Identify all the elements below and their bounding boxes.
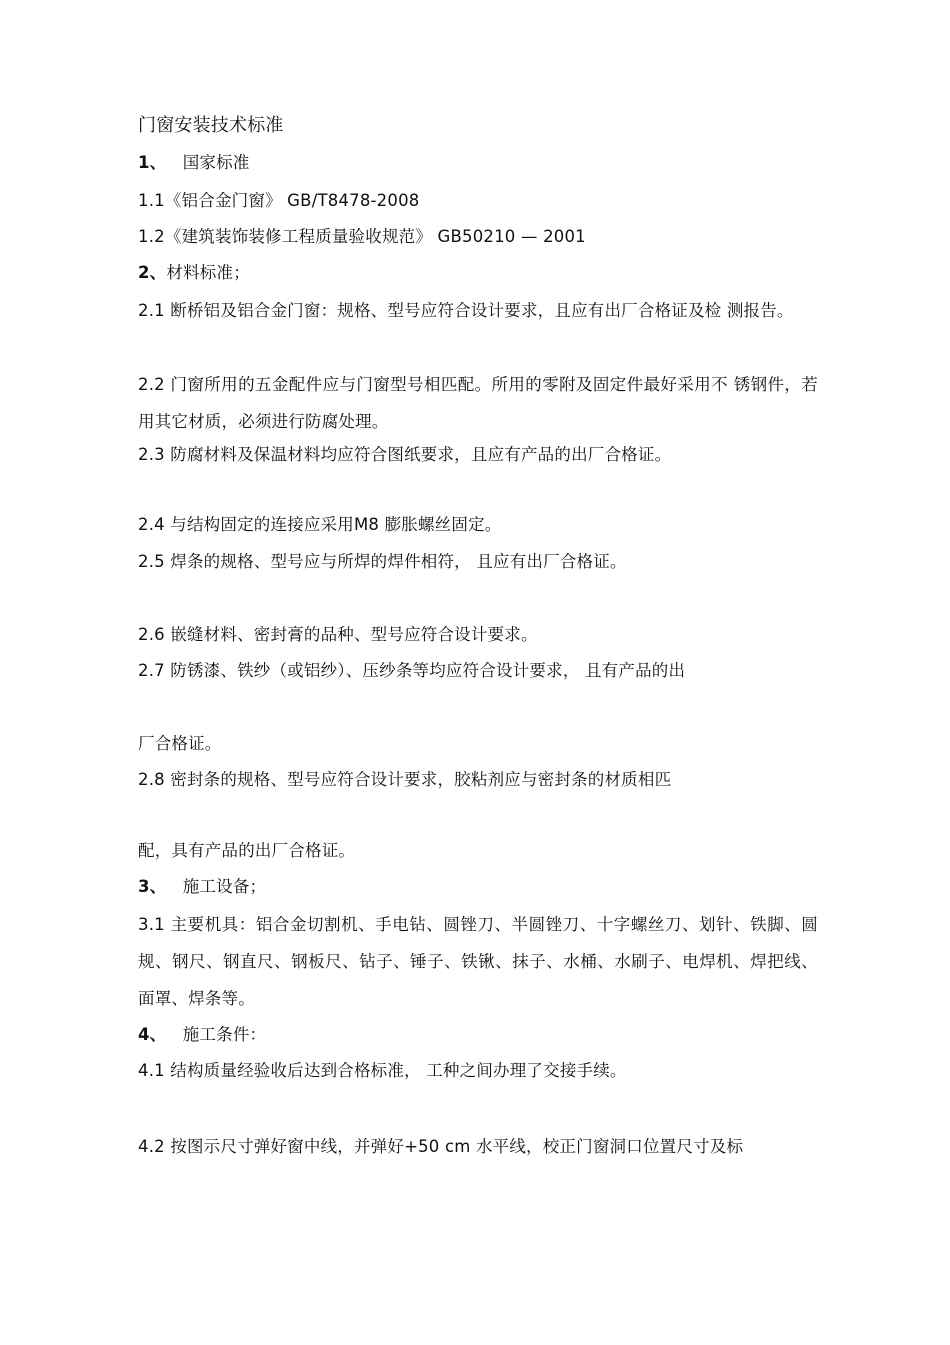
paragraph-2-5: 2.5 焊条的规格、型号应与所焊的焊件相符， 且应有出厂合格证。 — [138, 552, 627, 571]
document-title: 门窗安装技术标准 — [138, 115, 284, 136]
section-number: 4、 — [138, 1025, 167, 1044]
paragraph-4-1: 4.1 结构质量经验收后达到合格标准， 工种之间办理了交接手续。 — [138, 1061, 627, 1080]
paragraph-2-4: 2.4 与结构固定的连接应采用M8 膨胀螺丝固定。 — [138, 515, 502, 534]
section-title: 国家标准 — [182, 153, 250, 172]
paragraph-2-7: 2.7 防锈漆、铁纱（或铝纱）、压纱条等均应符合设计要求， 且有产品的出 — [138, 661, 686, 680]
paragraph-4-2: 4.2 按图示尺寸弹好窗中线，并弹好+50 cm 水平线，校正门窗洞口位置尺寸及标 — [138, 1137, 744, 1156]
paragraph-2-8: 2.8 密封条的规格、型号应符合设计要求，胶粘剂应与密封条的材质相匹 — [138, 770, 672, 789]
paragraph-1-2: 1.2《建筑装饰装修工程质量验收规范》 GB50210 — 2001 — [138, 227, 586, 246]
section-number: 2、 — [138, 263, 167, 282]
paragraph-2-7-continued: 厂合格证。 — [138, 734, 222, 753]
section-heading-2 — [138, 262, 818, 284]
section-title: 材料标准； — [166, 263, 250, 282]
paragraph-3-1: 3.1 主要机具：铝合金切割机、手电钻、圆锉刀、半圆锉刀、十字螺丝刀、划针、铁脚、圆规、钢尺、钢直尺、钢板尺、钻子、锤子、铁锹、抹子、水桶、水刷子、电焊机、焊把线、面罩、焊条等。 — [138, 915, 818, 1008]
paragraph-2-3: 2.3 防腐材料及保温材料均应符合图纸要求，且应有产品的出厂合格证。 — [138, 445, 672, 464]
section-heading-4 — [138, 1024, 818, 1046]
section-heading-3 — [138, 876, 818, 898]
paragraph-2-2: 2.2 门窗所用的五金配件应与门窗型号相匹配。所用的零附及固定件最好采用不 锈钢件，若用其它材质，必须进行防腐处理。 — [138, 375, 818, 431]
paragraph-2-1: 2.1 断桥铝及铝合金门窗：规格、型号应符合设计要求，且应有出厂合格证及检 测报告。 — [138, 301, 794, 320]
section-number: 1、 — [138, 153, 167, 172]
section-title: 施工设备； — [182, 877, 267, 896]
paragraph-2-6: 2.6 嵌缝材料、密封膏的品种、型号应符合设计要求。 — [138, 625, 538, 644]
paragraph-2-8-continued: 配，具有产品的出厂合格证。 — [138, 841, 356, 860]
paragraph-1-1: 1.1《铝合金门窗》 GB/T8478-2008 — [138, 191, 420, 210]
section-heading-1 — [138, 152, 818, 174]
section-title: 施工条件： — [182, 1025, 267, 1044]
section-number: 3、 — [138, 877, 167, 896]
